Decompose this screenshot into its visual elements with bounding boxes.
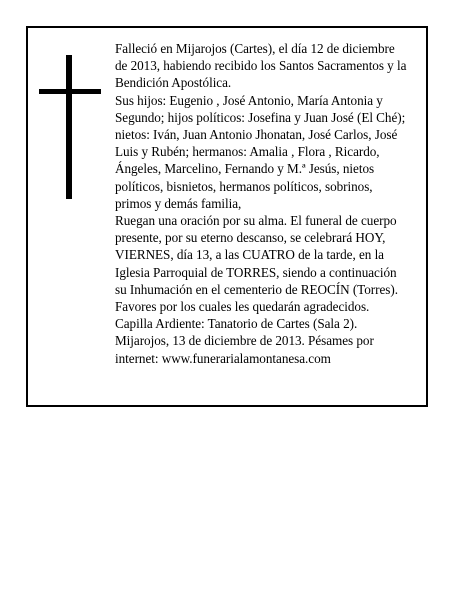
text-line: Iglesia Parroquial de TORRES, siendo a continuación: [115, 264, 397, 280]
text-line: su Inhumación en el cementerio de REOCÍN (Torres).: [115, 281, 398, 297]
text-line: Mijarojos, 13 de diciembre de 2013. Pésames por: [115, 333, 374, 349]
text-line: Luis y Rubén; hermanos: Amalia , Flora , Ricardo,: [115, 144, 380, 160]
text-line: Segundo; hijos políticos: Josefina y Juan José (El Ché);: [115, 109, 406, 125]
obituary-text: [115, 40, 423, 367]
cross-vertical-bar: [66, 55, 72, 199]
text-line: Ruegan una oración por su alma. El funeral de cuerpo: [115, 213, 397, 229]
death-announcement: [115, 40, 423, 92]
family-list: [115, 92, 423, 212]
text-line: primos y demás familia,: [115, 195, 242, 211]
funeral-details: [115, 212, 423, 367]
text-line: nietos: Iván, Juan Antonio Jhonatan, José Carlos, José: [115, 127, 398, 143]
text-line: Sus hijos: Eugenio , José Antonio, María Antonia y: [115, 92, 383, 108]
text-line: VIERNES, día 13, a las CUATRO de la tarde, en la: [115, 247, 384, 263]
text-line: de 2013, habiendo recibido los Santos Sacramentos y la: [115, 58, 407, 74]
text-line: políticos, bisnietos, hermanos políticos, sobrinos,: [115, 178, 373, 194]
text-line: internet: www.funerarialamontanesa.com: [115, 350, 331, 366]
text-line: Bendición Apostólica.: [115, 75, 232, 91]
text-line: presente, por su eterno descanso, se celebrará HOY,: [115, 230, 386, 246]
text-line: Ángeles, Marcelino, Fernando y M.ª Jesús, nietos: [115, 161, 375, 177]
cross-icon: [39, 55, 101, 199]
text-line: Capilla Ardiente: Tanatorio de Cartes (Sala 2).: [115, 316, 358, 332]
obituary-notice: [26, 26, 428, 407]
text-line: Favores por los cuales les quedarán agradecidos.: [115, 299, 370, 315]
text-line: Falleció en Mijarojos (Cartes), el día 12 de diciembre: [115, 41, 395, 56]
cross-horizontal-bar: [39, 89, 101, 94]
